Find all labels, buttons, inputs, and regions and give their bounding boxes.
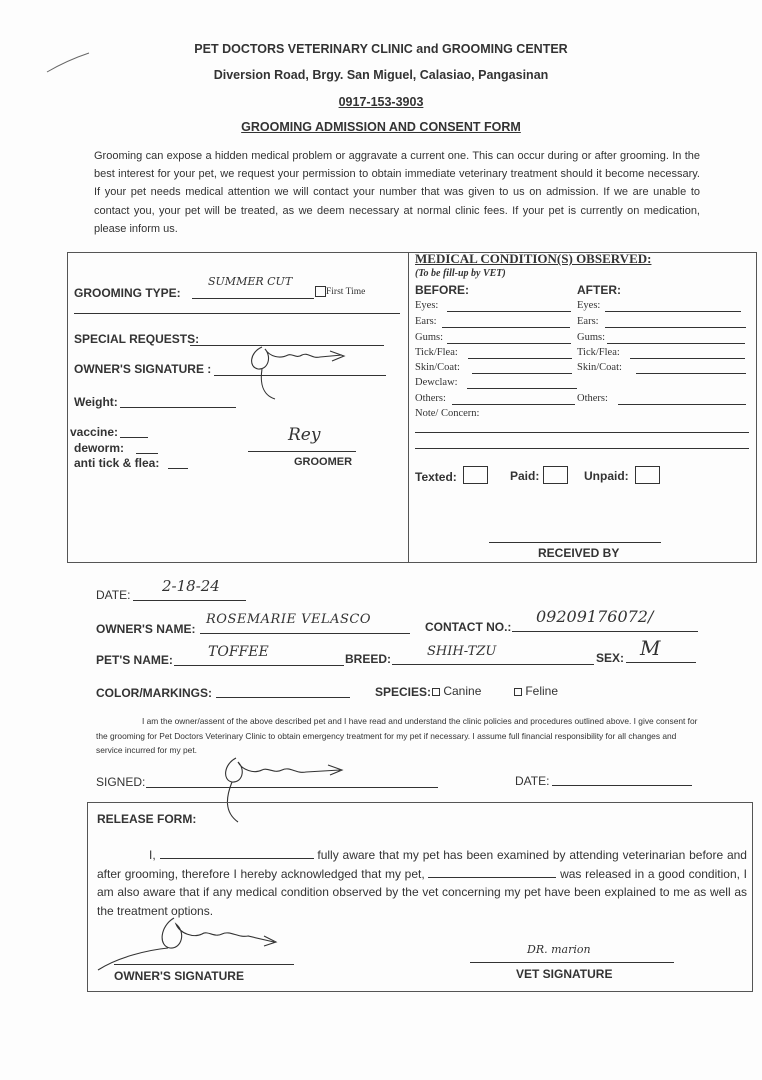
breed-label: BREED: bbox=[345, 652, 392, 666]
after-item-label: Ears: bbox=[577, 316, 599, 327]
before-item-label: Eyes: bbox=[415, 300, 439, 311]
before-item-field[interactable] bbox=[467, 388, 577, 389]
texted-checkbox[interactable] bbox=[463, 466, 488, 484]
pet-name-field[interactable] bbox=[174, 665, 344, 666]
note-line-2[interactable] bbox=[415, 448, 749, 449]
box-divider bbox=[408, 252, 409, 562]
vaccine-field[interactable] bbox=[120, 437, 148, 438]
received-by-label: RECEIVED BY bbox=[538, 546, 620, 560]
species-feline-option[interactable] bbox=[514, 684, 558, 698]
owner-signature-image bbox=[240, 337, 350, 407]
unpaid-checkbox[interactable] bbox=[635, 466, 660, 484]
owner-name-field[interactable] bbox=[200, 633, 410, 634]
breed-field[interactable] bbox=[392, 664, 594, 665]
clinic-address: Diversion Road, Brgy. San Miguel, Calasiao, Pangasinan bbox=[213, 68, 549, 82]
feline-checkbox[interactable] bbox=[514, 688, 522, 696]
before-item-label: Skin/Coat: bbox=[415, 362, 460, 373]
signed-label: SIGNED: bbox=[96, 775, 146, 789]
release-text-end: was released in a good condition, I am also aware that if any medical condition observed by the vet concerning my pet have been explained to me as well as the treatment options. bbox=[97, 866, 747, 918]
vaccine-label: vaccine: bbox=[70, 425, 119, 439]
before-item-label: Tick/Flea: bbox=[415, 347, 458, 358]
groomer-field[interactable] bbox=[248, 451, 356, 452]
groomer-label: GROOMER bbox=[294, 456, 353, 468]
pet-name-label: PET'S NAME: bbox=[96, 653, 173, 667]
after-item-label: Tick/Flea: bbox=[577, 347, 620, 358]
contact-field[interactable] bbox=[512, 631, 698, 632]
note-label: Note/ Concern: bbox=[415, 408, 480, 419]
consent-date-field[interactable] bbox=[552, 785, 692, 786]
deworm-label: deworm: bbox=[74, 441, 125, 455]
note-line-1[interactable] bbox=[415, 432, 749, 433]
release-paragraph bbox=[97, 846, 747, 920]
anti-tick-label: anti tick & flea: bbox=[74, 456, 160, 470]
grooming-type-label: GROOMING TYPE: bbox=[74, 286, 181, 300]
before-item-field[interactable] bbox=[468, 358, 572, 359]
form-title: GROOMING ADMISSION AND CONSENT FORM bbox=[241, 120, 521, 134]
clinic-phone: 0917-153-3903 bbox=[338, 95, 424, 109]
after-heading: AFTER: bbox=[577, 283, 621, 297]
anti-tick-field[interactable] bbox=[168, 468, 188, 469]
owner-signature-label: OWNER'S SIGNATURE : bbox=[74, 362, 212, 376]
before-item-field[interactable] bbox=[442, 327, 570, 328]
release-text-start: I, bbox=[149, 848, 156, 862]
before-item-field[interactable] bbox=[472, 373, 572, 374]
release-owner-signature-field[interactable] bbox=[114, 964, 294, 965]
before-item-field[interactable] bbox=[447, 343, 571, 344]
owner-name-label: OWNER'S NAME: bbox=[96, 622, 196, 636]
after-item-field[interactable] bbox=[605, 327, 746, 328]
received-by-field[interactable] bbox=[489, 542, 661, 543]
before-heading: BEFORE: bbox=[415, 283, 469, 297]
release-title: RELEASE FORM: bbox=[97, 812, 197, 826]
canine-label: Canine bbox=[443, 684, 482, 698]
first-time-checkbox[interactable] bbox=[315, 286, 326, 297]
weight-label: Weight: bbox=[74, 395, 118, 409]
pet-name-value: TOFFEE bbox=[208, 644, 269, 660]
vet-signature-label: VET SIGNATURE bbox=[516, 967, 613, 981]
grooming-type-value: SUMMER CUT bbox=[208, 275, 293, 288]
paid-label: Paid: bbox=[510, 469, 540, 483]
consent-date-label: DATE: bbox=[515, 774, 550, 788]
first-time-label: First Time bbox=[326, 287, 366, 298]
contact-value: 09209176072/ bbox=[536, 607, 654, 626]
before-item-label: Gums: bbox=[415, 332, 444, 343]
date-value: 2-18-24 bbox=[162, 577, 220, 595]
medical-subtitle: (To be fill-up by VET) bbox=[415, 268, 506, 279]
species-label: SPECIES: bbox=[375, 685, 432, 699]
color-markings-field[interactable] bbox=[216, 697, 350, 698]
texted-label: Texted: bbox=[415, 470, 457, 484]
groomer-value: Rey bbox=[288, 425, 321, 445]
after-item-label: Gums: bbox=[577, 332, 606, 343]
after-item-field[interactable] bbox=[630, 358, 745, 359]
release-text-middle: fully aware that my pet has been examined by attending veterinarian before and after grooming, therefore I hereby acknowledged that my pet, bbox=[97, 848, 747, 881]
after-item-field[interactable] bbox=[618, 404, 746, 405]
clinic-name: PET DOCTORS VETERINARY CLINIC and GROOMING CENTER bbox=[194, 42, 568, 56]
deworm-field[interactable] bbox=[136, 453, 158, 454]
unpaid-label: Unpaid: bbox=[584, 469, 629, 483]
release-owner-name-field[interactable] bbox=[160, 858, 314, 859]
after-item-field[interactable] bbox=[636, 373, 746, 374]
intro-paragraph: Grooming can expose a hidden medical problem or aggravate a current one. This can occur during or after grooming. In the best interest for your pet, we request your permission to obtain immediate veterinary treatment should it become necessary. If your pet needs medical attention we will contact your number that was given to us on admission. If we are unable to contact you, your pet will be treated, as we deem necessary at normal clinic fees. If your pet is currently on medication, please inform us. bbox=[94, 150, 700, 235]
first-time-option[interactable] bbox=[315, 286, 365, 297]
after-item-label: Eyes: bbox=[577, 300, 601, 311]
release-owner-signature-label: OWNER'S SIGNATURE bbox=[114, 969, 244, 983]
after-item-label: Skin/Coat: bbox=[577, 362, 622, 373]
before-item-label: Ears: bbox=[415, 316, 437, 327]
owner-name-value: ROSEMARIE VELASCO bbox=[206, 612, 371, 627]
sex-label: SEX: bbox=[596, 651, 625, 665]
weight-field[interactable] bbox=[120, 407, 236, 408]
canine-checkbox[interactable] bbox=[432, 688, 440, 696]
before-item-field[interactable] bbox=[447, 311, 571, 312]
grooming-type-line-2 bbox=[74, 313, 400, 314]
before-item-label: Dewclaw: bbox=[415, 377, 458, 388]
feline-label: Feline bbox=[525, 684, 559, 698]
special-requests-label: SPECIAL REQUESTS: bbox=[74, 332, 200, 346]
sex-field[interactable] bbox=[626, 662, 696, 663]
consent-text: I am the owner/assent of the above described pet and I have read and understand the clinic policies and procedures outlined above. I give consent for the grooming for Pet Doctors Veterinary Clinic to obtain emergency treatment for my pet if necessary. I assume full financial responsibility for all changes and service incurred for my pet. bbox=[96, 716, 698, 755]
color-markings-label: COLOR/MARKINGS: bbox=[96, 686, 212, 700]
contact-label: CONTACT NO.: bbox=[425, 620, 512, 634]
sex-value: M bbox=[640, 636, 661, 660]
vet-signature-field[interactable] bbox=[470, 962, 674, 963]
breed-value: SHIH-TZU bbox=[427, 644, 497, 659]
after-item-field[interactable] bbox=[607, 343, 745, 344]
species-canine-option[interactable] bbox=[432, 684, 481, 698]
date-field[interactable] bbox=[133, 600, 246, 601]
medical-title: MEDICAL CONDITION(S) OBSERVED: bbox=[415, 251, 652, 266]
paid-checkbox[interactable] bbox=[543, 466, 568, 484]
date-label: DATE: bbox=[96, 588, 131, 602]
before-item-field[interactable] bbox=[452, 404, 575, 405]
before-item-label: Others: bbox=[415, 393, 446, 404]
after-item-label: Others: bbox=[577, 393, 608, 404]
after-item-field[interactable] bbox=[605, 311, 741, 312]
release-pet-name-field[interactable] bbox=[428, 877, 556, 878]
vet-signature-value: DR. marion bbox=[527, 943, 591, 956]
grooming-type-field[interactable] bbox=[192, 298, 314, 299]
